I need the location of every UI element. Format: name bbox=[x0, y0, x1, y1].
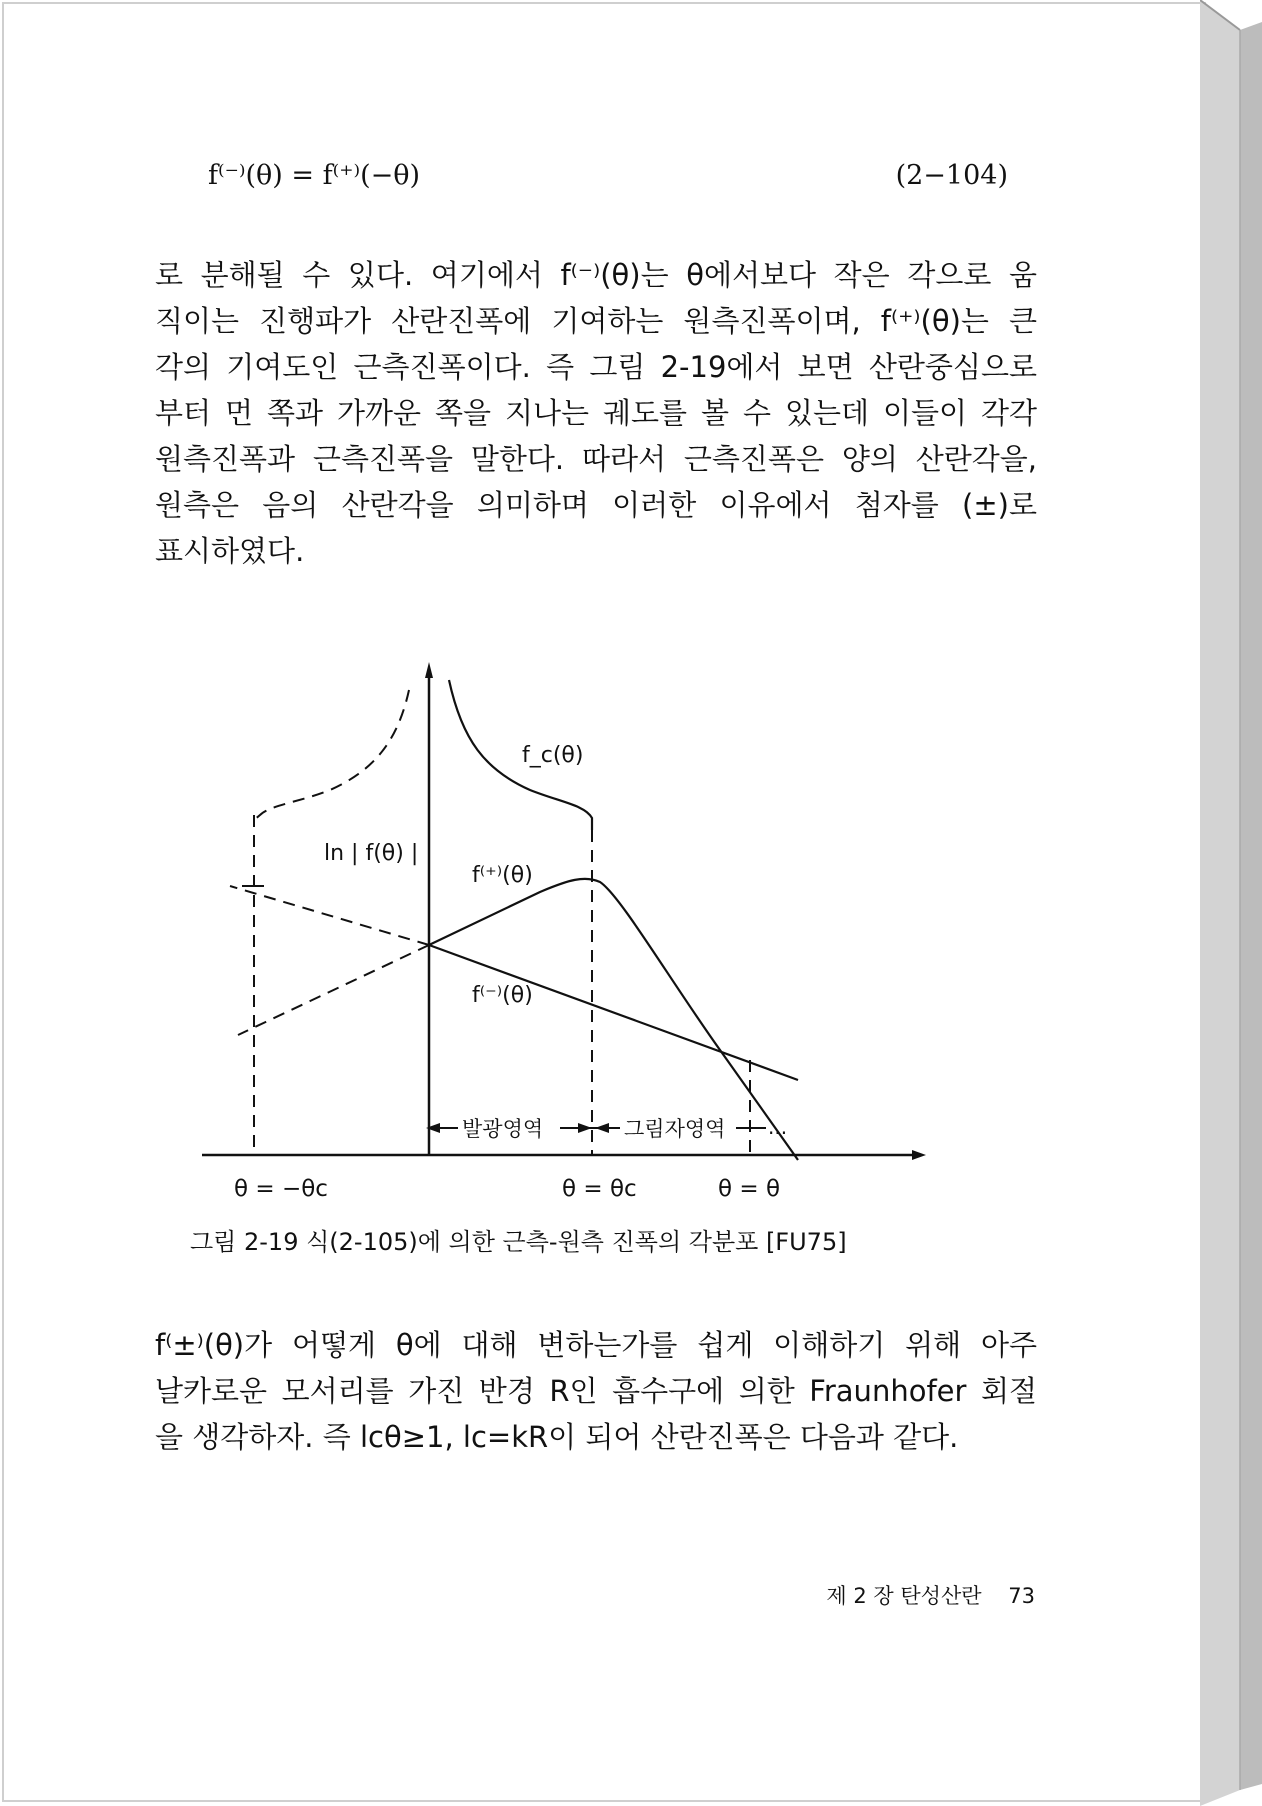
label-ellipsis: ... bbox=[768, 1115, 788, 1139]
tick-theta: θ = θ bbox=[718, 1176, 781, 1202]
equation-2-104 bbox=[208, 160, 1008, 200]
footer-chapter: 제 2 장 탄성산란 bbox=[826, 1584, 982, 1608]
figure-2-19 bbox=[200, 650, 940, 1210]
label-region-shadow: 그림자영역 bbox=[624, 1117, 726, 1141]
x-axis-arrow bbox=[912, 1150, 926, 1160]
label-region-light: 발광영역 bbox=[462, 1117, 544, 1141]
paragraph-line: 부터 먼 쪽과 가까운 쪽을 지나는 궤도를 볼 수 있는데 이들이 각각 bbox=[155, 396, 1037, 430]
tick-neg-thetac: θ = −θc bbox=[234, 1176, 328, 1202]
paragraph-line: 을 생각하자. 즉 lcθ≥1, lc=kR이 되어 산란진폭은 다음과 같다. bbox=[155, 1420, 959, 1454]
y-axis-arrow bbox=[425, 662, 433, 678]
fminus-mirror-dashed bbox=[230, 886, 429, 945]
page-footer bbox=[795, 1580, 1035, 1616]
fminus-line bbox=[429, 945, 798, 1080]
region-arrowhead-mid-r bbox=[578, 1123, 592, 1133]
equation-expression: f⁽⁻⁾(θ) = f⁽⁺⁾(−θ) bbox=[208, 160, 421, 191]
fplus-mirror-dashed bbox=[238, 945, 429, 1035]
paragraph-line: f⁽±⁾(θ)가 어떻게 θ에 대해 변하는가를 쉽게 이해하기 위해 아주 bbox=[155, 1328, 1037, 1362]
paragraph-line: 로 분해될 수 있다. 여기에서 f⁽⁻⁾(θ)는 θ에서보다 작은 각으로 움 bbox=[155, 258, 1037, 292]
label-ylabel: ln | f(θ) | bbox=[324, 841, 419, 866]
label-fc: f_c(θ) bbox=[522, 743, 584, 768]
book-spine bbox=[1200, 0, 1262, 1806]
paragraph-1 bbox=[155, 252, 1037, 574]
figure-caption: 그림 2-19 식(2-105)에 의한 근측-원측 진폭의 각분포 [FU75] bbox=[190, 1228, 847, 1256]
paragraph-line: 직이는 진행파가 산란진폭에 기여하는 원측진폭이며, f⁽⁺⁾(θ)는 큰 bbox=[155, 304, 1037, 338]
paragraph-line: 날카로운 모서리를 가진 반경 R인 흡수구에 의한 Fraunhofer 회절 bbox=[155, 1374, 1037, 1408]
equation-number: (2−104) bbox=[895, 160, 1008, 191]
paragraph-line: 원측은 음의 산란각을 의미하며 이러한 이유에서 첨자를 (±)로 bbox=[155, 488, 1037, 522]
paragraph-2 bbox=[155, 1322, 1037, 1460]
label-fminus: f⁽⁻⁾(θ) bbox=[472, 983, 533, 1008]
region-arrowhead-mid-l bbox=[595, 1123, 609, 1133]
page-number: 73 bbox=[1008, 1584, 1035, 1608]
label-fplus: f⁽⁺⁾(θ) bbox=[472, 863, 533, 888]
paragraph-line: 원측진폭과 근측진폭을 말한다. 따라서 근측진폭은 양의 산란각을, bbox=[155, 442, 1037, 476]
paragraph-line: 표시하였다. bbox=[155, 534, 305, 568]
fc-mirror-curve bbox=[254, 690, 409, 820]
tick-thetac: θ = θc bbox=[562, 1176, 637, 1202]
paragraph-line: 각의 기여도인 근측진폭이다. 즉 그림 2-19에서 보면 산란중심으로 bbox=[155, 350, 1037, 384]
